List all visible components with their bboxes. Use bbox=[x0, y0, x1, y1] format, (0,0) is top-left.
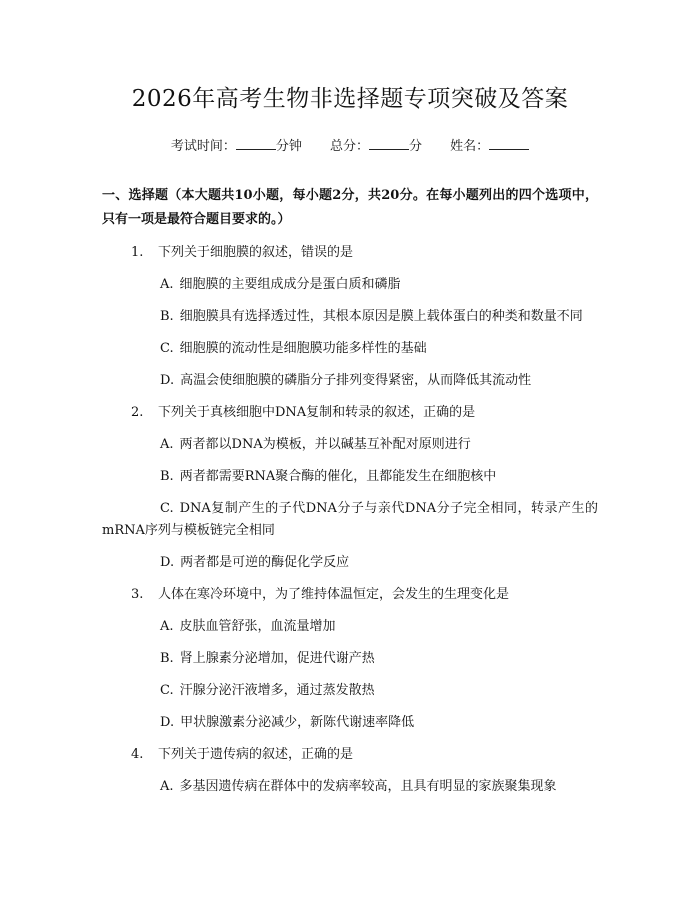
option-text: 肾上腺素分泌增加，促进代谢产热 bbox=[179, 651, 375, 666]
question-text: 下列关于细胞膜的叙述，错误的是 bbox=[158, 245, 354, 260]
question-text: 下列关于真核细胞中DNA复制和转录的叙述，正确的是 bbox=[158, 405, 476, 420]
name-blank bbox=[489, 137, 529, 150]
time-field bbox=[171, 139, 302, 154]
time-unit: 分钟 bbox=[275, 139, 302, 154]
option bbox=[102, 680, 598, 702]
option-text: 甲状腺激素分泌减少，新陈代谢速率降低 bbox=[180, 715, 415, 730]
option-text: 细胞膜的主要组成成分是蛋白质和磷脂 bbox=[179, 277, 401, 292]
option-text: DNA复制产生的子代DNA分子与亲代DNA分子完全相同，转录产生的mRNA序列与模板链完全相同 bbox=[102, 501, 598, 538]
option-text: 两者都是可逆的酶促化学反应 bbox=[180, 555, 350, 570]
option-text: 细胞膜的流动性是细胞膜功能多样性的基础 bbox=[179, 341, 427, 356]
exam-title: 2026年高考生物非选择题专项突破及答案 bbox=[131, 86, 569, 112]
option-text: 细胞膜具有选择透过性，其根本原因是膜上载体蛋白的种类和数量不同 bbox=[179, 309, 583, 324]
question-number: 3. bbox=[131, 587, 144, 602]
option-letter: D. bbox=[160, 555, 175, 570]
option-letter: B. bbox=[160, 309, 174, 324]
option bbox=[102, 338, 598, 360]
option bbox=[102, 274, 598, 296]
question-number: 4. bbox=[131, 747, 144, 762]
section-heading: 一、选择题（本大题共10小题，每小题2分，共20分。在每小题列出的四个选项中，只有一项是最符合题目要求的。） bbox=[102, 188, 598, 227]
score-label: 总分： bbox=[329, 139, 369, 154]
score-unit: 分 bbox=[409, 139, 423, 154]
option-text: 多基因遗传病在群体中的发病率较高，且具有明显的家族聚集现象 bbox=[179, 779, 557, 794]
option-letter: C. bbox=[160, 341, 174, 356]
exam-meta bbox=[102, 137, 598, 157]
option bbox=[102, 306, 598, 328]
option-letter: A. bbox=[160, 779, 174, 794]
question-number: 2. bbox=[131, 405, 144, 420]
option-letter: A. bbox=[160, 619, 174, 634]
option-text: 高温会使细胞膜的磷脂分子排列变得紧密，从而降低其流动性 bbox=[180, 373, 532, 388]
option-text: 汗腺分泌汗液增多，通过蒸发散热 bbox=[179, 683, 375, 698]
question-stem bbox=[102, 242, 598, 264]
option bbox=[102, 776, 598, 798]
name-field bbox=[450, 139, 529, 154]
option-letter: C. bbox=[160, 683, 174, 698]
option bbox=[102, 434, 598, 456]
option-letter: B. bbox=[160, 469, 174, 484]
score-blank bbox=[369, 137, 409, 150]
time-label: 考试时间： bbox=[170, 139, 236, 154]
option bbox=[102, 712, 598, 734]
question-stem bbox=[102, 402, 598, 424]
score-field bbox=[330, 139, 422, 154]
option bbox=[102, 370, 598, 392]
option-letter: D. bbox=[160, 373, 175, 388]
option bbox=[102, 552, 598, 574]
option-letter: A. bbox=[160, 437, 174, 452]
option bbox=[102, 616, 598, 638]
option-text: 两者都需要RNA聚合酶的催化，且都能发生在细胞核中 bbox=[179, 469, 497, 484]
option-letter: C. bbox=[160, 501, 174, 516]
option bbox=[102, 648, 598, 670]
question-text: 人体在寒冷环境中，为了维持体温恒定，会发生的生理变化是 bbox=[158, 587, 510, 602]
question bbox=[102, 402, 598, 574]
option-text: 两者都以DNA为模板，并以碱基互补配对原则进行 bbox=[179, 437, 471, 452]
option bbox=[102, 498, 598, 542]
option bbox=[102, 466, 598, 488]
question bbox=[102, 584, 598, 734]
question-stem bbox=[102, 584, 598, 606]
option-letter: D. bbox=[160, 715, 175, 730]
name-label: 姓名： bbox=[450, 139, 490, 154]
time-blank bbox=[236, 137, 276, 150]
option-text: 皮肤血管舒张，血流量增加 bbox=[179, 619, 336, 634]
question-stem bbox=[102, 744, 598, 766]
question-text: 下列关于遗传病的叙述，正确的是 bbox=[158, 747, 354, 762]
question bbox=[102, 242, 598, 392]
option-letter: B. bbox=[160, 651, 174, 666]
question bbox=[102, 744, 598, 798]
question-number: 1. bbox=[131, 245, 144, 260]
option-letter: A. bbox=[160, 277, 174, 292]
